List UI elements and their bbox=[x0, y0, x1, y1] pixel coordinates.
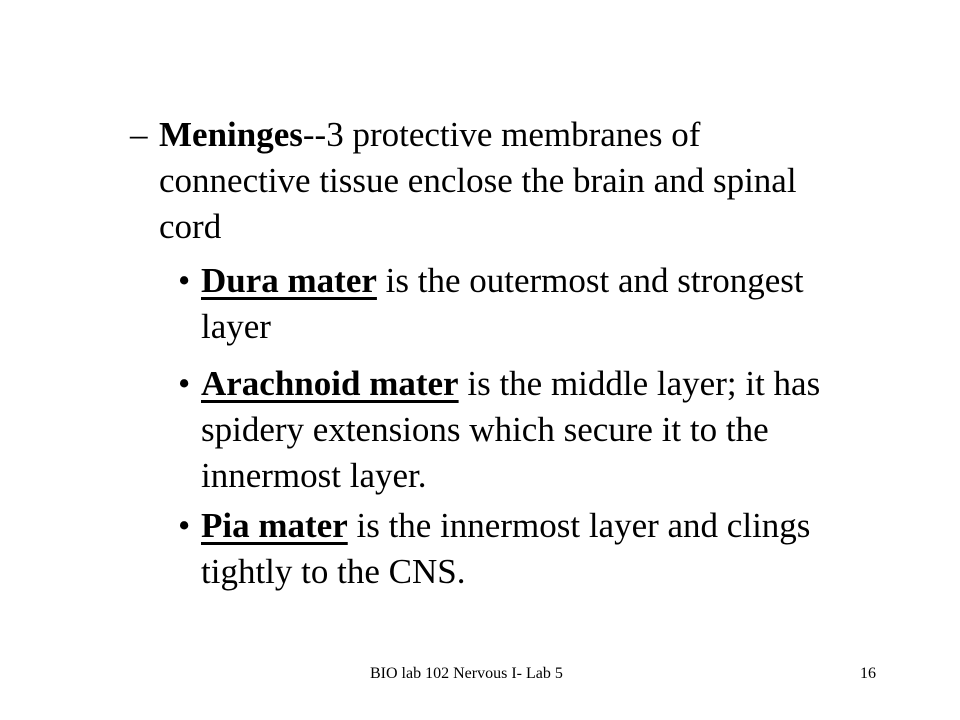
footer-title: BIO lab 102 Nervous I- Lab 5 bbox=[370, 665, 563, 682]
dura-mater-description: is the outermost and strongest layer bbox=[201, 261, 804, 346]
meninges-item bbox=[130, 112, 850, 250]
bullet-dura-mater bbox=[178, 258, 858, 350]
dash-marker: – bbox=[130, 115, 148, 154]
bullet-marker: • bbox=[178, 506, 191, 545]
bullet-pia-mater bbox=[178, 503, 858, 595]
bullet-text bbox=[201, 361, 858, 499]
meninges-term: Meninges bbox=[159, 115, 303, 154]
arachnoid-mater-description: is the middle layer; it has spidery extensions which secure it to the innermost layer. bbox=[201, 364, 821, 495]
bullet-text bbox=[201, 503, 858, 595]
pia-mater-description: is the innermost layer and clings tightly to the CNS. bbox=[201, 506, 811, 591]
dura-mater-term: Dura mater bbox=[201, 261, 377, 300]
bullet-marker: • bbox=[178, 364, 191, 403]
meninges-text bbox=[159, 112, 850, 250]
bullet-marker: • bbox=[178, 261, 191, 300]
bullet-arachnoid-mater bbox=[178, 361, 858, 499]
pia-mater-term: Pia mater bbox=[201, 506, 348, 545]
page-number: 16 bbox=[860, 665, 876, 682]
bullet-text bbox=[201, 258, 858, 350]
meninges-description: --3 protective membranes of connective tissue enclose the brain and spinal cord bbox=[159, 115, 797, 246]
arachnoid-mater-term: Arachnoid mater bbox=[201, 364, 459, 403]
